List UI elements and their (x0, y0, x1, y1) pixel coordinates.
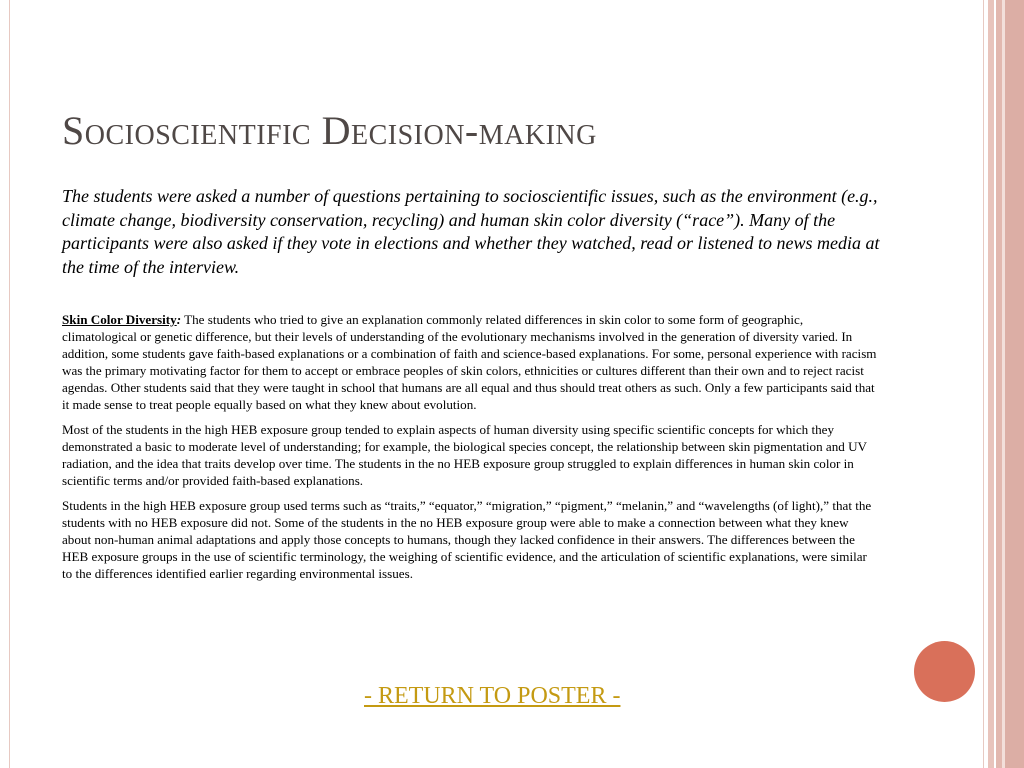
return-to-poster-link[interactable]: - RETURN TO POSTER - (364, 683, 621, 709)
section-heading-colon: : (176, 312, 182, 327)
paragraph-skin-color (62, 311, 880, 413)
intro-paragraph: The students were asked a number of questions pertaining to socioscientific issues, such as the environment (e.g., climate change, biodiversity conservation, recycling) and human skin color diversity (“race”). Many of the participants were also asked if they vote in elections and whether they watched, read or listened to news media at the time of the interview. (62, 186, 880, 278)
paragraph-2: Most of the students in the high HEB exposure group tended to explain aspects of human diversity using specific scientific concepts for which they demonstrated a basic to moderate level of understanding; for example, the biological species concept, the relationship between skin pigmentation and UV radiation, and the idea that traits develop over time. The students in the no HEB exposure group struggled to explain differences in human skin color in scientific terms and/or provided faith-based explanations. (62, 422, 867, 488)
paragraph-1-text: The students who tried to give an explanation commonly related differences in skin color to some form of geographic, climatological or genetic difference, but their levels of understanding of the evolutionary mechanisms involved in the generation of diversity varied. In addition, some students gave faith-based explanations or a combination of faith and science-based explanations. For some, personal experience with racism was the primary motivating factor for them to accept or embrace peoples of skin colors, ethnicities or cultures different than their own and to reject racist agendas. Other students said that they were taught in school that humans are all equal and thus should treat others as such. Only a few participants said that it made sense to treat people equally based on what they knew about evolution. (62, 312, 877, 412)
decorative-stripe (1005, 0, 1024, 768)
paragraph-3: Students in the high HEB exposure group used terms such as “traits,” “equator,” “migration,” “pigment,” “melanin,” and “wavelengths (of light),” that the students with no HEB exposure did not. Some of the students in the no HEB exposure group were able to make a connection between what they knew about non-human animal adaptations and apply those concepts to humans, though they lacked confidence in their answers. The differences between the HEB exposure groups in the use of scientific terminology, the weighing of scientific evidence, and the articulation of scientific explanations, were similar to the differences identified earlier regarding environmental issues. (62, 498, 872, 581)
accent-circle-button[interactable] (914, 641, 975, 702)
slide-title: Socioscientific Decision-making (62, 108, 597, 153)
section-heading: Skin Color Diversity (62, 312, 177, 327)
body-text (62, 311, 880, 590)
